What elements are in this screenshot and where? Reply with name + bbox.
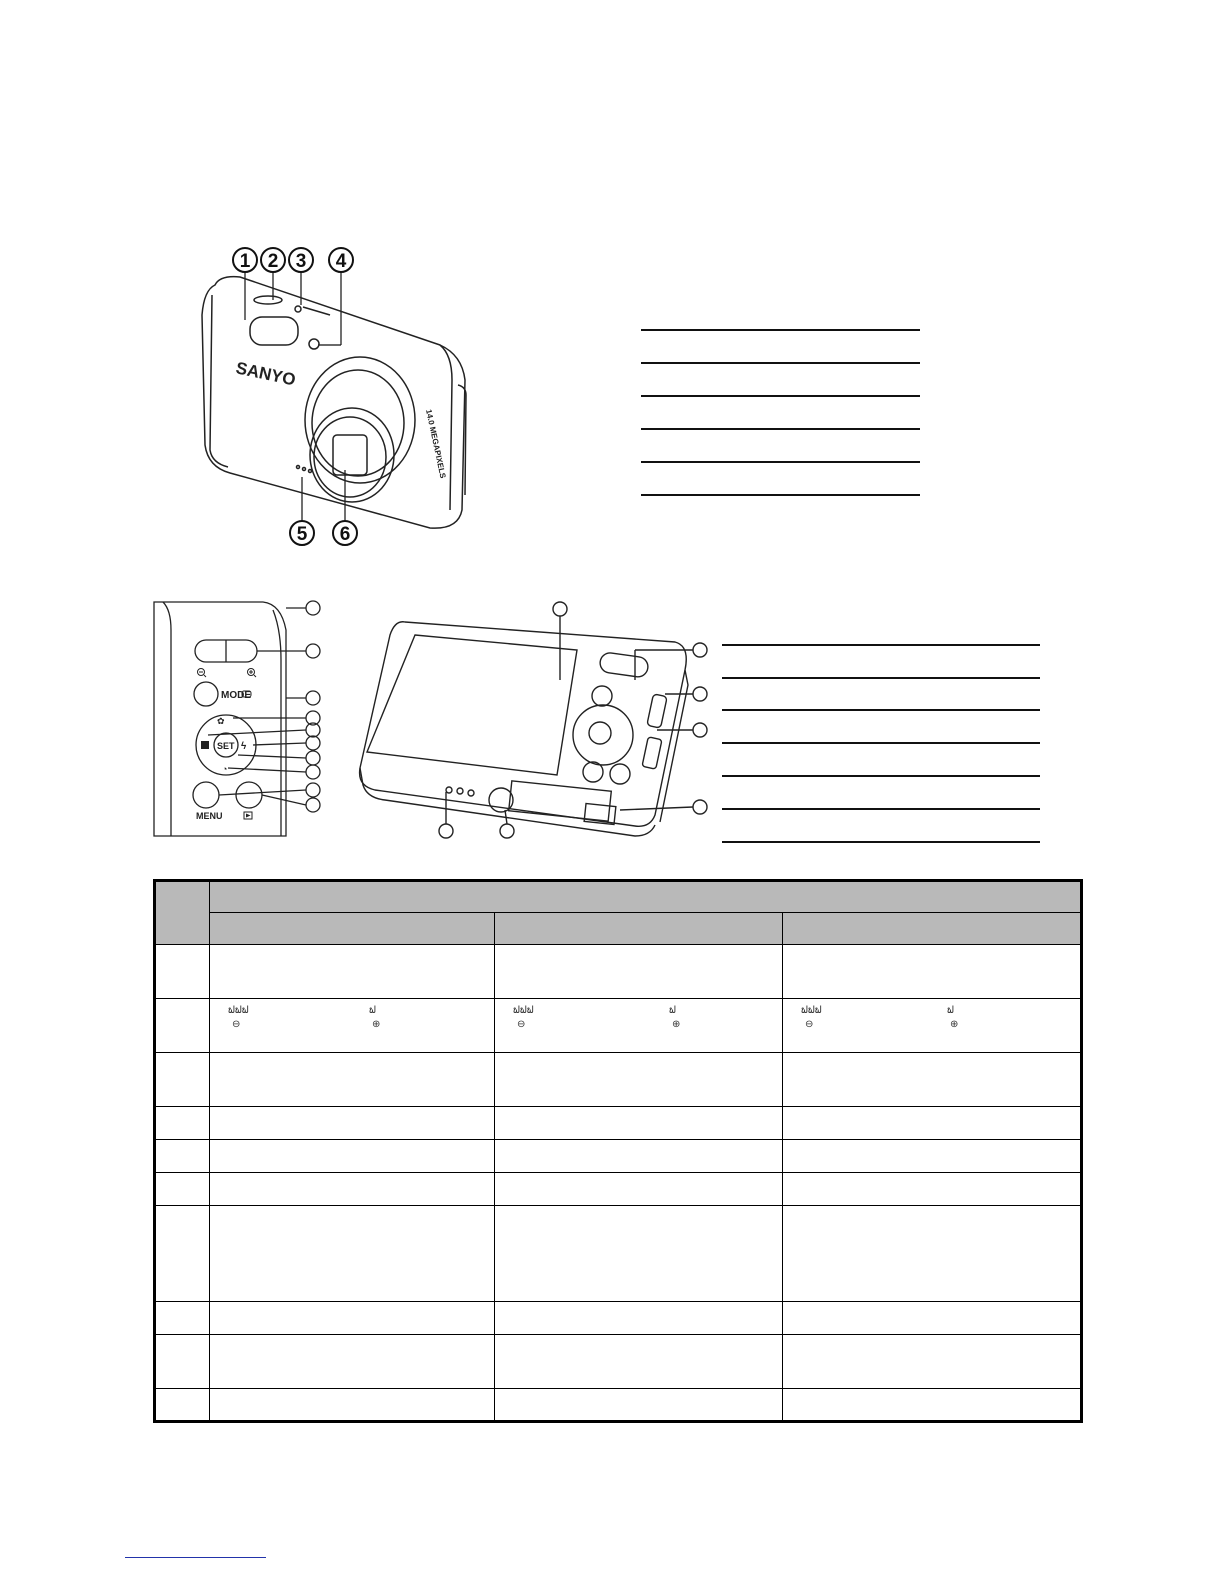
callout-4: 4 <box>335 251 347 272</box>
front-legend-line-1 <box>641 329 920 331</box>
tele-label: ຟ <box>669 1005 676 1016</box>
back-legend-line-3 <box>722 709 1040 711</box>
table-row <box>155 945 1082 999</box>
exposure-icon <box>201 741 209 749</box>
table-header-col-2 <box>495 913 783 945</box>
back-legend-line-6 <box>722 808 1040 810</box>
back-legend-line-4 <box>722 742 1040 744</box>
back-zoom-rocker <box>599 652 649 678</box>
camera-body <box>202 277 466 529</box>
zoom-out-icon: ⊖ <box>517 1019 526 1030</box>
wide-label: ຟຟຟ <box>513 1005 534 1016</box>
back-legend-line-1 <box>722 644 1040 646</box>
back-legend-line-5 <box>722 775 1040 777</box>
zoom-in-icon: ⊕ <box>672 1019 681 1030</box>
footer-link-line <box>125 1557 266 1558</box>
zoom-in-icon: ⊕ <box>950 1019 959 1030</box>
front-camera-illustration <box>190 245 490 550</box>
zoom-in-icon: ⊕ <box>372 1019 381 1030</box>
mode-label: MODE <box>221 690 251 701</box>
lens-window <box>333 435 367 475</box>
front-legend-line-2 <box>641 362 920 364</box>
play-button <box>236 782 262 808</box>
back-panel-closeup <box>153 600 333 840</box>
table-header-col-1 <box>210 913 495 945</box>
table-row <box>155 1206 1082 1302</box>
back-set-button <box>589 722 611 744</box>
lens-text: 14.0 MEGAPIXELS <box>424 408 448 480</box>
table-row-zoom <box>155 999 1082 1053</box>
macro-icon: ✿ <box>217 716 225 726</box>
table-header-group <box>210 881 1082 913</box>
table-row <box>155 1107 1082 1140</box>
zoom-out-icon: ⊖ <box>232 1019 241 1030</box>
tele-label: ຟ <box>947 1005 954 1016</box>
table-row <box>155 1053 1082 1107</box>
front-legend-line-5 <box>641 461 920 463</box>
flash-icon: ϟ <box>241 741 247 752</box>
zoom-out-icon: ⊖ <box>805 1019 814 1030</box>
table-row <box>155 1173 1082 1206</box>
brand-logo: SANYO <box>234 358 298 390</box>
table-header-col-3 <box>783 913 1082 945</box>
mode-button <box>194 682 218 706</box>
set-label: SET <box>217 741 235 751</box>
wide-label: ຟຟຟ <box>228 1005 249 1016</box>
back-legend-line-2 <box>722 677 1040 679</box>
callout-1: 1 <box>239 251 251 272</box>
lcd-screen <box>367 635 577 775</box>
callout-5: 5 <box>296 524 308 545</box>
callout-2: 2 <box>267 251 279 272</box>
lens-barrel <box>305 357 415 483</box>
table-row <box>155 1140 1082 1173</box>
table-row <box>155 1302 1082 1335</box>
front-legend-line-4 <box>641 428 920 430</box>
play-triangle <box>246 814 251 818</box>
front-legend-line-3 <box>641 395 920 397</box>
table-row <box>155 1335 1082 1389</box>
callout-6: 6 <box>339 524 351 545</box>
timer-icon: ◔ <box>222 764 228 774</box>
front-callouts <box>233 248 357 545</box>
table-header-num <box>155 881 210 945</box>
menu-label: MENU <box>196 811 223 821</box>
callout-3: 3 <box>295 251 307 272</box>
spec-table <box>153 879 1083 1423</box>
back-camera-illustration <box>345 600 715 845</box>
tele-label: ຟ <box>369 1005 376 1016</box>
menu-button <box>193 782 219 808</box>
back-legend-line-7 <box>722 841 1040 843</box>
flash-window <box>250 317 298 345</box>
back-nav-pad <box>573 705 633 765</box>
wide-label: ຟຟຟ <box>801 1005 822 1016</box>
front-legend-line-6 <box>641 494 920 496</box>
table-row <box>155 1389 1082 1422</box>
